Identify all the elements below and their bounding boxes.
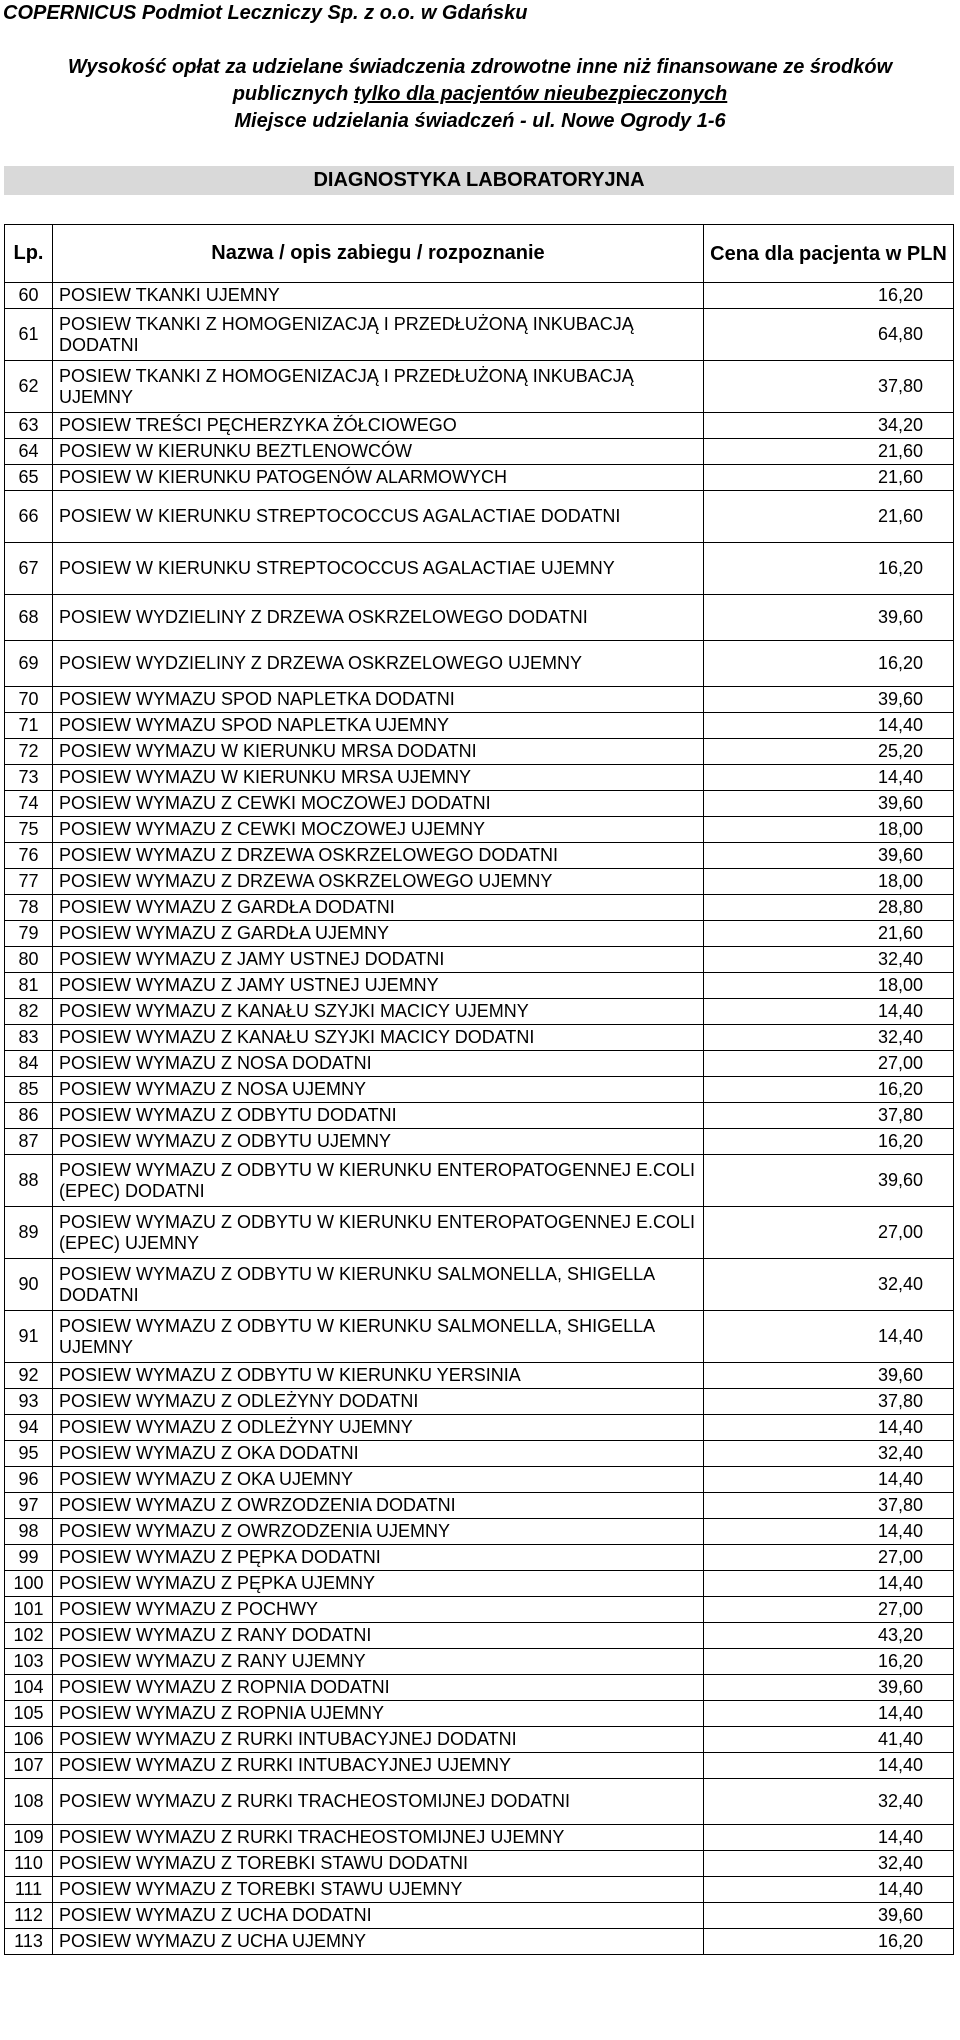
row-price: 14,40 (704, 999, 954, 1025)
row-name: POSIEW WYMAZU Z JAMY USTNEJ DODATNI (53, 947, 704, 973)
row-lp: 104 (5, 1675, 53, 1701)
row-lp: 86 (5, 1103, 53, 1129)
row-price: 14,40 (704, 1311, 954, 1363)
row-name: POSIEW WYMAZU Z PĘPKA UJEMNY (53, 1571, 704, 1597)
row-name: POSIEW TKANKI UJEMNY (53, 283, 704, 309)
row-lp: 92 (5, 1363, 53, 1389)
table-row (5, 713, 954, 739)
title-line-2-prefix: publicznych (232, 83, 354, 105)
row-lp: 74 (5, 791, 53, 817)
row-lp: 95 (5, 1441, 53, 1467)
row-price: 14,40 (704, 1877, 954, 1903)
row-price: 18,00 (704, 869, 954, 895)
row-price: 32,40 (704, 1779, 954, 1825)
row-price: 14,40 (704, 713, 954, 739)
row-lp: 106 (5, 1727, 53, 1753)
row-name: POSIEW WYMAZU Z NOSA UJEMNY (53, 1077, 704, 1103)
row-name: POSIEW WYMAZU Z KANAŁU SZYJKI MACICY UJEMNY (53, 999, 704, 1025)
row-price: 18,00 (704, 973, 954, 999)
row-lp: 90 (5, 1259, 53, 1311)
row-lp: 94 (5, 1415, 53, 1441)
table-row (5, 1077, 954, 1103)
table-row (5, 1519, 954, 1545)
row-name: POSIEW WYMAZU Z GARDŁA UJEMNY (53, 921, 704, 947)
row-price: 18,00 (704, 817, 954, 843)
row-price: 32,40 (704, 1025, 954, 1051)
table-row (5, 895, 954, 921)
table-row (5, 1623, 954, 1649)
row-lp: 110 (5, 1851, 53, 1877)
row-price: 21,60 (704, 491, 954, 543)
row-price: 14,40 (704, 1415, 954, 1441)
row-price: 25,20 (704, 739, 954, 765)
table-row (5, 1649, 954, 1675)
row-lp: 64 (5, 439, 53, 465)
row-price: 39,60 (704, 1903, 954, 1929)
row-lp: 91 (5, 1311, 53, 1363)
title-line-2 (0, 83, 960, 106)
table-row (5, 1877, 954, 1903)
table-row (5, 999, 954, 1025)
row-name: POSIEW WYMAZU Z ODBYTU W KIERUNKU ENTEROPATOGENNEJ E.COLI (EPEC) DODATNI (53, 1155, 704, 1207)
table-row (5, 1051, 954, 1077)
row-price: 27,00 (704, 1051, 954, 1077)
table-row (5, 1903, 954, 1929)
row-name: POSIEW W KIERUNKU PATOGENÓW ALARMOWYCH (53, 465, 704, 491)
table-row (5, 1493, 954, 1519)
row-price: 32,40 (704, 1259, 954, 1311)
row-lp: 108 (5, 1779, 53, 1825)
row-name: POSIEW W KIERUNKU STREPTOCOCCUS AGALACTIAE DODATNI (53, 491, 704, 543)
row-lp: 70 (5, 687, 53, 713)
table-row (5, 973, 954, 999)
row-lp: 96 (5, 1467, 53, 1493)
row-lp: 87 (5, 1129, 53, 1155)
title-line-3: Miejsce udzielania świadczeń - ul. Nowe Ogrody 1-6 (234, 110, 726, 132)
row-price: 21,60 (704, 439, 954, 465)
row-price: 14,40 (704, 1467, 954, 1493)
table-row (5, 1103, 954, 1129)
row-lp: 63 (5, 413, 53, 439)
row-price: 39,60 (704, 1363, 954, 1389)
row-price: 16,20 (704, 1929, 954, 1955)
row-lp: 101 (5, 1597, 53, 1623)
row-lp: 97 (5, 1493, 53, 1519)
row-name: POSIEW WYMAZU Z GARDŁA DODATNI (53, 895, 704, 921)
row-name: POSIEW WYMAZU Z RURKI INTUBACYJNEJ DODATNI (53, 1727, 704, 1753)
row-lp: 82 (5, 999, 53, 1025)
row-lp: 77 (5, 869, 53, 895)
row-lp: 81 (5, 973, 53, 999)
header-name: Nazwa / opis zabiegu / rozpoznanie (53, 225, 704, 283)
row-name: POSIEW WYDZIELINY Z DRZEWA OSKRZELOWEGO DODATNI (53, 595, 704, 641)
row-lp: 113 (5, 1929, 53, 1955)
row-name: POSIEW WYMAZU Z UCHA DODATNI (53, 1903, 704, 1929)
row-price: 14,40 (704, 765, 954, 791)
row-lp: 67 (5, 543, 53, 595)
row-name: POSIEW WYMAZU Z ODBYTU W KIERUNKU SALMONELLA, SHIGELLA DODATNI (53, 1259, 704, 1311)
row-lp: 88 (5, 1155, 53, 1207)
row-name: POSIEW WYMAZU Z UCHA UJEMNY (53, 1929, 704, 1955)
row-name: POSIEW W KIERUNKU BEZTLENOWCÓW (53, 439, 704, 465)
table-row (5, 1389, 954, 1415)
table-row (5, 1545, 954, 1571)
row-price: 32,40 (704, 1851, 954, 1877)
table-row (5, 361, 954, 413)
table-row (5, 765, 954, 791)
table-row (5, 1441, 954, 1467)
row-price: 39,60 (704, 791, 954, 817)
row-price: 34,20 (704, 413, 954, 439)
table-row (5, 869, 954, 895)
row-price: 32,40 (704, 1441, 954, 1467)
row-price: 16,20 (704, 543, 954, 595)
row-name: POSIEW WYMAZU Z POCHWY (53, 1597, 704, 1623)
row-price: 27,00 (704, 1207, 954, 1259)
row-name: POSIEW WYMAZU SPOD NAPLETKA UJEMNY (53, 713, 704, 739)
row-name: POSIEW WYMAZU Z DRZEWA OSKRZELOWEGO UJEMNY (53, 869, 704, 895)
row-name: POSIEW WYMAZU Z JAMY USTNEJ UJEMNY (53, 973, 704, 999)
row-price: 37,80 (704, 1103, 954, 1129)
row-name: POSIEW WYMAZU Z RURKI TRACHEOSTOMIJNEJ UJEMNY (53, 1825, 704, 1851)
table-row (5, 1571, 954, 1597)
title-line-1: Wysokość opłat za udzielane świadczenia zdrowotne inne niż finansowane ze środków (67, 56, 893, 78)
table-row (5, 1467, 954, 1493)
table-row (5, 791, 954, 817)
table-row (5, 739, 954, 765)
row-price: 21,60 (704, 465, 954, 491)
table-row (5, 465, 954, 491)
row-lp: 93 (5, 1389, 53, 1415)
row-price: 43,20 (704, 1623, 954, 1649)
row-lp: 75 (5, 817, 53, 843)
table-row (5, 1851, 954, 1877)
row-name: POSIEW WYMAZU Z DRZEWA OSKRZELOWEGO DODATNI (53, 843, 704, 869)
row-lp: 68 (5, 595, 53, 641)
row-name: POSIEW WYMAZU Z ODBYTU UJEMNY (53, 1129, 704, 1155)
row-lp: 98 (5, 1519, 53, 1545)
table-row (5, 641, 954, 687)
price-table (4, 224, 954, 1955)
table-row (5, 309, 954, 361)
row-price: 39,60 (704, 595, 954, 641)
table-row (5, 491, 954, 543)
row-name: POSIEW WYMAZU Z OWRZODZENIA UJEMNY (53, 1519, 704, 1545)
table-row (5, 1129, 954, 1155)
row-name: POSIEW WYMAZU Z ROPNIA UJEMNY (53, 1701, 704, 1727)
table-row (5, 947, 954, 973)
table-row (5, 921, 954, 947)
row-name: POSIEW WYMAZU SPOD NAPLETKA DODATNI (53, 687, 704, 713)
row-name: POSIEW WYMAZU Z OWRZODZENIA DODATNI (53, 1493, 704, 1519)
row-name: POSIEW WYMAZU Z CEWKI MOCZOWEJ DODATNI (53, 791, 704, 817)
row-price: 27,00 (704, 1597, 954, 1623)
row-price: 21,60 (704, 921, 954, 947)
row-lp: 72 (5, 739, 53, 765)
row-lp: 69 (5, 641, 53, 687)
table-row (5, 1825, 954, 1851)
row-price: 14,40 (704, 1519, 954, 1545)
row-name: POSIEW WYMAZU Z RURKI TRACHEOSTOMIJNEJ DODATNI (53, 1779, 704, 1825)
row-lp: 78 (5, 895, 53, 921)
row-name: POSIEW WYMAZU Z OKA UJEMNY (53, 1467, 704, 1493)
table-body (5, 283, 954, 1955)
row-name: POSIEW WYMAZU Z ODBYTU W KIERUNKU YERSINIA (53, 1363, 704, 1389)
row-lp: 99 (5, 1545, 53, 1571)
row-name: POSIEW WYMAZU Z TOREBKI STAWU UJEMNY (53, 1877, 704, 1903)
row-price: 16,20 (704, 641, 954, 687)
row-price: 14,40 (704, 1753, 954, 1779)
row-price: 37,80 (704, 1389, 954, 1415)
table-row (5, 439, 954, 465)
header-price: Cena dla pacjenta w PLN (704, 225, 954, 283)
row-lp: 65 (5, 465, 53, 491)
row-name: POSIEW WYMAZU Z CEWKI MOCZOWEJ UJEMNY (53, 817, 704, 843)
row-lp: 60 (5, 283, 53, 309)
row-name: POSIEW WYMAZU Z ODLEŻYNY UJEMNY (53, 1415, 704, 1441)
row-name: POSIEW WYMAZU Z ODBYTU DODATNI (53, 1103, 704, 1129)
row-lp: 71 (5, 713, 53, 739)
table-row (5, 543, 954, 595)
row-price: 16,20 (704, 1129, 954, 1155)
row-price: 14,40 (704, 1825, 954, 1851)
row-name: POSIEW WYMAZU Z RANY DODATNI (53, 1623, 704, 1649)
row-name: POSIEW TREŚCI PĘCHERZYKA ŻÓŁCIOWEGO (53, 413, 704, 439)
row-lp: 80 (5, 947, 53, 973)
row-name: POSIEW WYMAZU Z ROPNIA DODATNI (53, 1675, 704, 1701)
table-row (5, 1363, 954, 1389)
row-name: POSIEW WYMAZU Z NOSA DODATNI (53, 1051, 704, 1077)
row-price: 14,40 (704, 1571, 954, 1597)
table-row (5, 1207, 954, 1259)
table-row (5, 1675, 954, 1701)
row-price: 39,60 (704, 1675, 954, 1701)
table-row (5, 1155, 954, 1207)
row-price: 27,00 (704, 1545, 954, 1571)
row-name: POSIEW WYMAZU Z OKA DODATNI (53, 1441, 704, 1467)
row-lp: 102 (5, 1623, 53, 1649)
table-row (5, 1727, 954, 1753)
row-name: POSIEW W KIERUNKU STREPTOCOCCUS AGALACTIAE UJEMNY (53, 543, 704, 595)
row-name: POSIEW WYMAZU Z RURKI INTUBACYJNEJ UJEMNY (53, 1753, 704, 1779)
row-lp: 84 (5, 1051, 53, 1077)
row-lp: 66 (5, 491, 53, 543)
table-row (5, 1929, 954, 1955)
row-price: 32,40 (704, 947, 954, 973)
row-lp: 79 (5, 921, 53, 947)
organization-name: COPERNICUS Podmiot Leczniczy Sp. z o.o. w Gdańsku (3, 2, 528, 24)
row-lp: 112 (5, 1903, 53, 1929)
table-row (5, 843, 954, 869)
row-price: 37,80 (704, 1493, 954, 1519)
row-name: POSIEW WYMAZU Z ODBYTU W KIERUNKU ENTEROPATOGENNEJ E.COLI (EPEC) UJEMNY (53, 1207, 704, 1259)
row-lp: 85 (5, 1077, 53, 1103)
table-row (5, 1311, 954, 1363)
row-price: 39,60 (704, 1155, 954, 1207)
row-price: 16,20 (704, 1077, 954, 1103)
table-row (5, 1597, 954, 1623)
row-name: POSIEW WYMAZU W KIERUNKU MRSA DODATNI (53, 739, 704, 765)
row-price: 14,40 (704, 1701, 954, 1727)
row-price: 16,20 (704, 283, 954, 309)
row-name: POSIEW WYMAZU Z TOREBKI STAWU DODATNI (53, 1851, 704, 1877)
row-lp: 89 (5, 1207, 53, 1259)
table-row (5, 1259, 954, 1311)
row-lp: 111 (5, 1877, 53, 1903)
row-lp: 76 (5, 843, 53, 869)
title-line-2-underlined: tylko dla pacjentów nieubezpieczonych (353, 83, 728, 105)
row-price: 37,80 (704, 361, 954, 413)
row-lp: 62 (5, 361, 53, 413)
row-name: POSIEW WYMAZU Z ODLEŻYNY DODATNI (53, 1389, 704, 1415)
row-price: 39,60 (704, 843, 954, 869)
row-price: 41,40 (704, 1727, 954, 1753)
section-heading: DIAGNOSTYKA LABORATORYJNA (4, 166, 954, 195)
row-lp: 73 (5, 765, 53, 791)
row-name: POSIEW WYMAZU Z RANY UJEMNY (53, 1649, 704, 1675)
row-name: POSIEW WYMAZU Z KANAŁU SZYJKI MACICY DODATNI (53, 1025, 704, 1051)
table-row (5, 817, 954, 843)
table-row (5, 1753, 954, 1779)
row-lp: 105 (5, 1701, 53, 1727)
row-lp: 83 (5, 1025, 53, 1051)
row-lp: 100 (5, 1571, 53, 1597)
table-row (5, 1701, 954, 1727)
table-row (5, 1025, 954, 1051)
row-name: POSIEW WYMAZU Z PĘPKA DODATNI (53, 1545, 704, 1571)
row-lp: 109 (5, 1825, 53, 1851)
row-name: POSIEW WYMAZU Z ODBYTU W KIERUNKU SALMONELLA, SHIGELLA UJEMNY (53, 1311, 704, 1363)
row-price: 28,80 (704, 895, 954, 921)
table-row (5, 413, 954, 439)
row-name: POSIEW TKANKI Z HOMOGENIZACJĄ I PRZEDŁUŻONĄ INKUBACJĄ DODATNI (53, 309, 704, 361)
table-row (5, 1415, 954, 1441)
row-name: POSIEW TKANKI Z HOMOGENIZACJĄ I PRZEDŁUŻONĄ INKUBACJĄ UJEMNY (53, 361, 704, 413)
table-row (5, 687, 954, 713)
row-lp: 103 (5, 1649, 53, 1675)
table-row (5, 1779, 954, 1825)
table-row (5, 283, 954, 309)
row-name: POSIEW WYDZIELINY Z DRZEWA OSKRZELOWEGO UJEMNY (53, 641, 704, 687)
row-lp: 61 (5, 309, 53, 361)
row-price: 16,20 (704, 1649, 954, 1675)
table-row (5, 595, 954, 641)
row-price: 64,80 (704, 309, 954, 361)
row-name: POSIEW WYMAZU W KIERUNKU MRSA UJEMNY (53, 765, 704, 791)
row-price: 39,60 (704, 687, 954, 713)
table-header-row (5, 225, 954, 283)
header-lp: Lp. (5, 225, 53, 283)
row-lp: 107 (5, 1753, 53, 1779)
